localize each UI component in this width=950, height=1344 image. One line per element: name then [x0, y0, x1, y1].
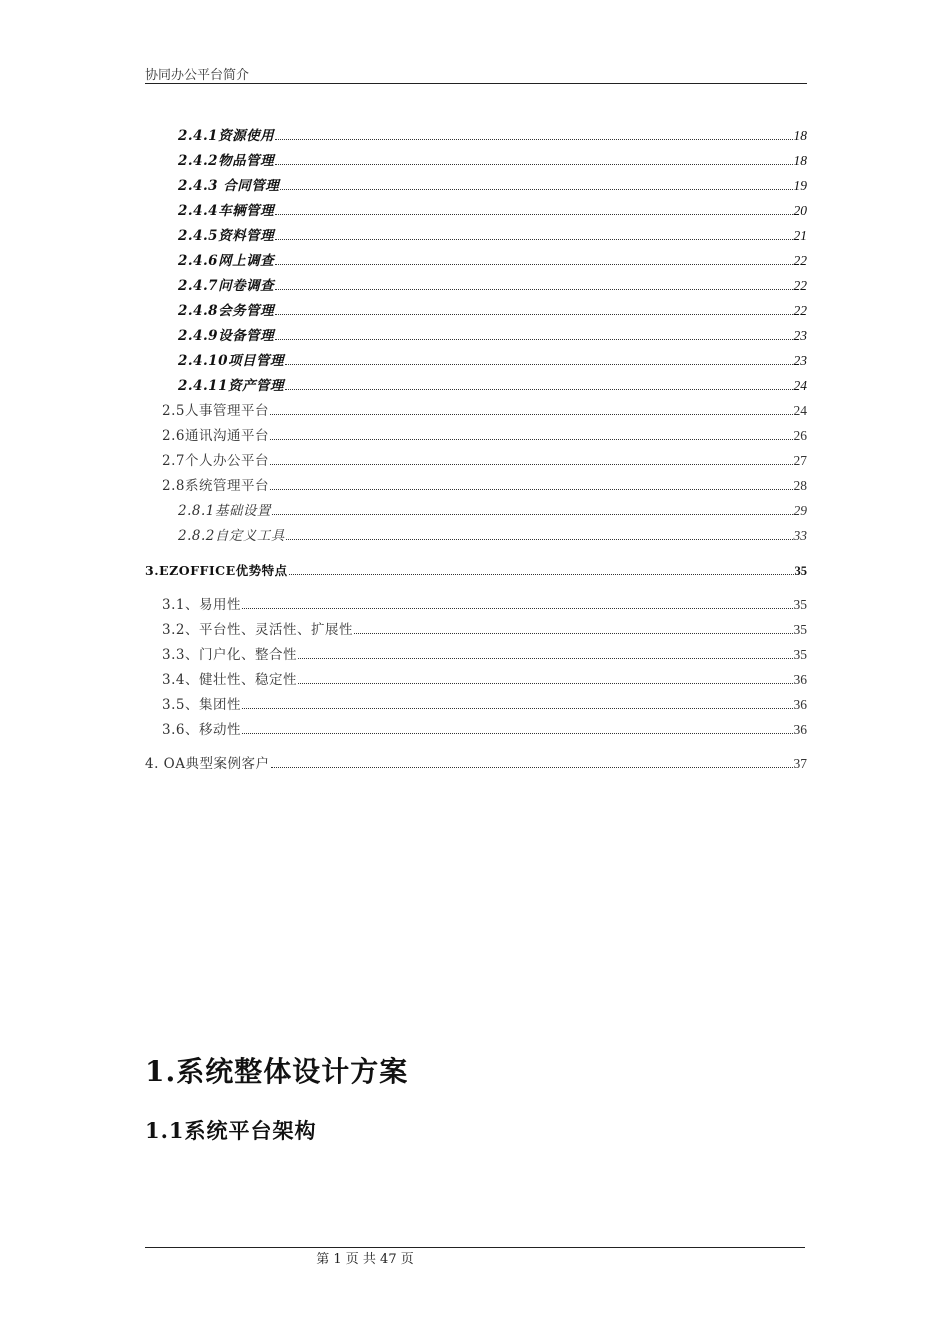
toc-entry[interactable]: [162, 646, 807, 664]
toc-entry[interactable]: [162, 402, 807, 420]
heading-level-1: 1.系统整体设计方案: [145, 1055, 409, 1088]
toc-leader: [275, 339, 792, 340]
toc-leader: [275, 214, 792, 215]
toc-leader: [270, 464, 793, 465]
heading-level-2: 1.1系统平台架构: [145, 1118, 317, 1143]
toc-entry[interactable]: [162, 721, 807, 739]
toc-entry-page: 29: [793, 503, 807, 518]
toc-entry-label: 3.1、易用性: [162, 597, 241, 613]
toc-entry-page: 21: [793, 228, 807, 243]
toc-entry[interactable]: [178, 227, 807, 245]
toc-entry-page: 27: [793, 453, 807, 468]
toc-entry-page: 23: [793, 353, 807, 368]
toc-entry-page: 24: [793, 378, 807, 393]
toc-entry-page: 22: [793, 303, 807, 318]
toc-entry-page: 20: [793, 203, 807, 218]
toc-entry-page: 36: [793, 722, 807, 737]
toc-entry[interactable]: [162, 596, 807, 614]
toc-leader: [270, 489, 793, 490]
toc-entry-page: 19: [793, 178, 807, 193]
toc-entry-label: 2.8.2自定义工具: [178, 528, 285, 544]
toc-entry-label: 2.4.6网上调查: [178, 253, 275, 269]
page-header-title: 协同办公平台简介: [145, 68, 250, 83]
toc-leader: [285, 389, 793, 390]
toc-leader: [275, 289, 792, 290]
toc-entry-page: 35: [793, 647, 807, 662]
toc-entry-page: 22: [793, 278, 807, 293]
toc-entry-label: 2.5人事管理平台: [162, 403, 269, 419]
toc-entry[interactable]: [162, 671, 807, 689]
toc-entry[interactable]: [178, 252, 807, 270]
toc-entry[interactable]: [178, 302, 807, 320]
toc-leader: [272, 514, 793, 515]
toc-entry-label: 2.8系统管理平台: [162, 478, 269, 494]
toc-leader: [298, 683, 793, 684]
toc-leader: [242, 708, 793, 709]
toc-entry-page: 35: [793, 597, 807, 612]
toc-entry-label: 2.4.10项目管理: [178, 353, 284, 369]
toc-entry-page: 35: [793, 622, 807, 637]
toc-leader: [286, 539, 793, 540]
toc-entry-page: 18: [793, 153, 807, 168]
page-number-footer: 第 1 页 共 47 页: [316, 1252, 414, 1267]
toc-entry-label: 2.4.3 合同管理: [178, 178, 280, 194]
toc-entry[interactable]: [162, 452, 807, 470]
toc-entry-page: 35: [794, 564, 807, 578]
toc-leader: [271, 767, 793, 768]
toc-leader: [242, 733, 793, 734]
toc-leader: [275, 164, 792, 165]
toc-entry-label: 3.3、门户化、整合性: [162, 647, 297, 663]
toc-entry-label: 2.4.5资料管理: [178, 228, 275, 244]
toc-entry-label: 2.4.7问卷调查: [178, 278, 275, 294]
toc-entry[interactable]: [178, 152, 807, 170]
toc-entry-label: 2.4.11资产管理: [178, 378, 284, 394]
toc-entry-label: 2.6通讯沟通平台: [162, 428, 269, 444]
toc-leader: [289, 574, 794, 575]
toc-entry-label: 2.4.4车辆管理: [178, 203, 275, 219]
toc-entry-page: 28: [793, 478, 807, 493]
toc-entry-label: 3.4、健壮性、稳定性: [162, 672, 297, 688]
toc-entry[interactable]: [178, 177, 807, 195]
toc-entry-label: 3.6、移动性: [162, 722, 241, 738]
toc-entry-label: 2.4.8会务管理: [178, 303, 275, 319]
toc-entry[interactable]: [162, 477, 807, 495]
toc-entry-label: 3.2、平台性、灵活性、扩展性: [162, 622, 353, 638]
toc-entry-page: 24: [793, 403, 807, 418]
toc-entry[interactable]: [162, 621, 807, 639]
toc-entry[interactable]: [145, 562, 807, 580]
toc-leader: [275, 314, 792, 315]
toc-entry-label: 2.7个人办公平台: [162, 453, 269, 469]
toc-leader: [298, 658, 793, 659]
toc-entry-label: 3.EZOFFICE优势特点: [145, 563, 288, 578]
toc-entry[interactable]: [162, 427, 807, 445]
toc-entry-page: 36: [793, 697, 807, 712]
toc-leader: [242, 608, 793, 609]
toc-entry[interactable]: [178, 527, 807, 545]
toc-entry-label: 2.4.9设备管理: [178, 328, 275, 344]
toc-entry-page: 37: [793, 756, 807, 771]
toc-entry-label: 2.4.1资源使用: [178, 128, 275, 144]
toc-leader: [354, 633, 793, 634]
toc-leader: [275, 264, 792, 265]
toc-entry-page: 18: [793, 128, 807, 143]
toc-leader: [270, 439, 793, 440]
toc-entry[interactable]: [178, 202, 807, 220]
toc-entry[interactable]: [178, 352, 807, 370]
toc-entry-page: 33: [793, 528, 807, 543]
toc-entry[interactable]: [178, 377, 807, 395]
toc-leader: [280, 189, 792, 190]
toc-entry[interactable]: [178, 127, 807, 145]
toc-entry[interactable]: [178, 327, 807, 345]
toc-entry-label: 4. OA典型案例客户: [145, 756, 270, 772]
toc-entry-page: 22: [793, 253, 807, 268]
toc-entry-label: 2.4.2物品管理: [178, 153, 275, 169]
toc-leader: [275, 239, 792, 240]
toc-leader: [285, 364, 793, 365]
toc-entry-label: 3.5、集团性: [162, 697, 241, 713]
toc-entry-page: 36: [793, 672, 807, 687]
toc-entry[interactable]: [178, 277, 807, 295]
toc-entry[interactable]: [162, 696, 807, 714]
toc-entry-label: 2.8.1基础设置: [178, 503, 271, 519]
toc-entry-page: 23: [793, 328, 807, 343]
toc-entry-page: 26: [793, 428, 807, 443]
toc-leader: [270, 414, 793, 415]
header-divider: [145, 83, 807, 84]
toc-leader: [275, 139, 792, 140]
toc-entry[interactable]: [178, 502, 807, 520]
toc-entry[interactable]: [145, 755, 807, 773]
